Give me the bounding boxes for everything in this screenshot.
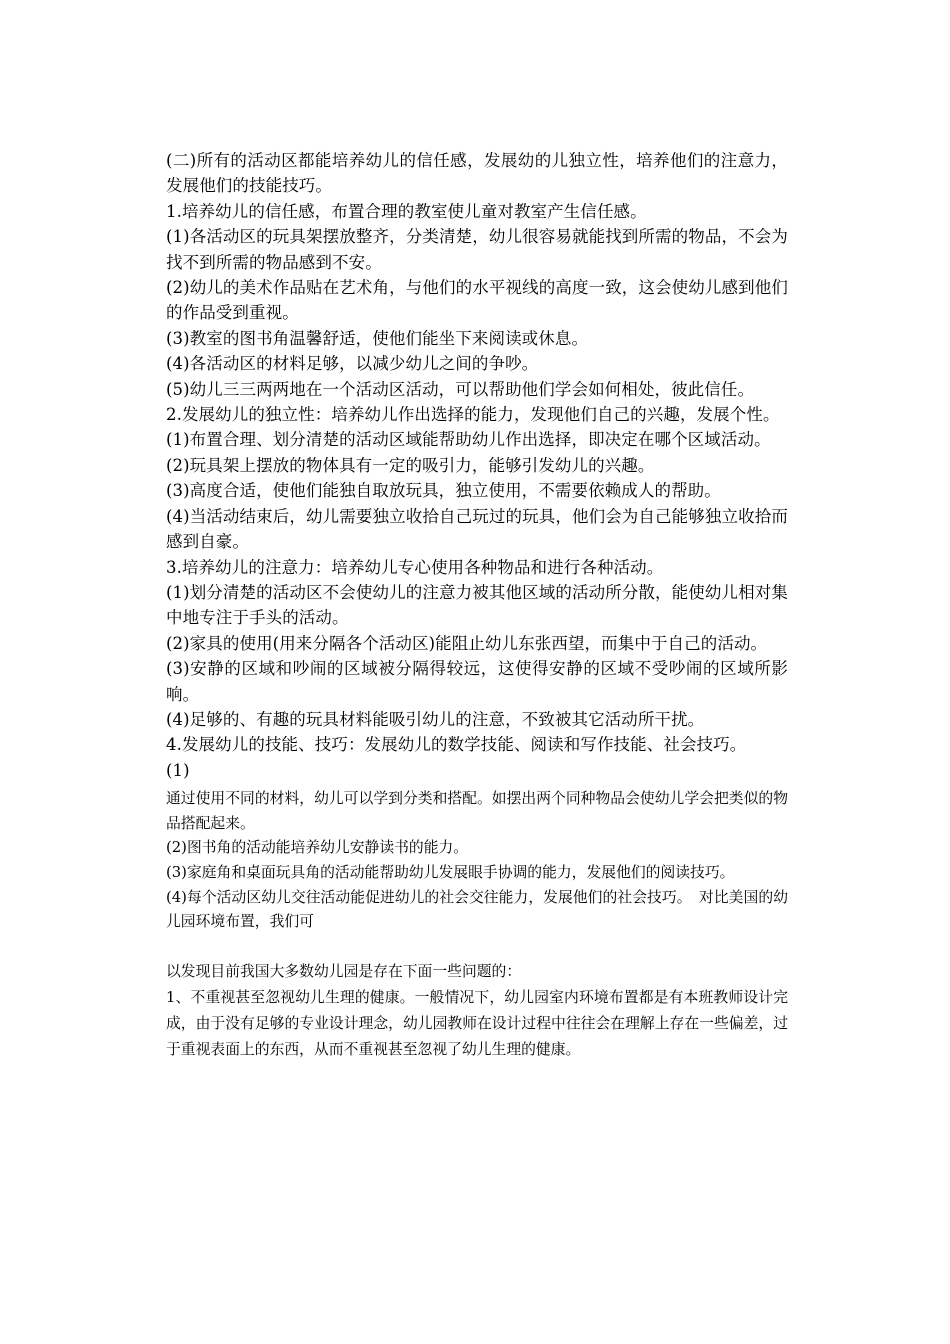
paragraph: (2)玩具架上摆放的物体具有一定的吸引力，能够引发幼儿的兴趣。 [166, 455, 655, 475]
paragraph: (4)每个活动区幼儿交往活动能促进幼儿的社会交往能力，发展他们的社会技巧。 对比美国的幼儿园环境布置，我们可 [166, 888, 788, 931]
paragraph: 3.培养幼儿的注意力：培养幼儿专心使用各种物品和进行各种活动。 [166, 557, 664, 577]
paragraph: 通过使用不同的材料，幼儿可以学到分类和搭配。如摆出两个同种物品会使幼儿学会把类似的物品搭配起来。 [166, 790, 788, 832]
paragraph: (2)幼儿的美术作品贴在艺术角，与他们的水平视线的高度一致，这会使幼儿感到他们的作品受到重视。 [166, 278, 788, 323]
paragraph: (1) [166, 760, 190, 780]
document-page [166, 148, 788, 1063]
paragraph: (3)家庭角和桌面玩具角的活动能帮助幼儿发展眼手协调的能力，发展他们的阅读技巧。 [166, 863, 735, 881]
paragraph: 4.发展幼儿的技能、技巧：发展幼儿的数学技能、阅读和写作技能、社会技巧。 [166, 735, 747, 755]
paragraph: (2)家具的使用(用来分隔各个活动区)能阻止幼儿东张西望，而集中于自己的活动。 [166, 633, 768, 653]
section-activity-areas [166, 148, 788, 783]
paragraph: (3)高度合适，使他们能独自取放玩具，独立使用，不需要依赖成人的帮助。 [166, 481, 721, 501]
paragraph: (二)所有的活动区都能培养幼儿的信任感，发展幼的儿独立性，培养他们的注意力，发展他们的技能技巧。 [166, 151, 788, 196]
paragraph: 1.培养幼儿的信任感，布置合理的教室使儿童对教室产生信任感。 [166, 201, 647, 221]
paragraph: 2.发展幼儿的独立性：培养幼儿作出选择的能力，发现他们自己的兴趣，发展个性。 [166, 405, 780, 425]
paragraph: (2)图书角的活动能培养幼儿安静读书的能力。 [166, 839, 469, 857]
paragraph: (1)布置合理、划分清楚的活动区域能帮助幼儿作出选择，即决定在哪个区域活动。 [166, 430, 771, 450]
section-problems [166, 959, 788, 1063]
paragraph: 1、不重视甚至忽视幼儿生理的健康。一般情况下，幼儿园室内环境布置都是有本班教师设计完成，由于没有足够的专业设计理念，幼儿园教师在设计过程中往往会在理解上存在一些偏差，过于重视表面上的东西，从而不重视甚至忽视了幼儿生理的健康。 [166, 988, 788, 1058]
paragraph: (3)安静的区域和吵闹的区域被分隔得较远，这使得安静的区域不受吵闹的区域所影响。 [166, 659, 788, 704]
paragraph: (1)各活动区的玩具架摆放整齐，分类清楚，幼儿很容易就能找到所需的物品，不会为找不到所需的物品感到不安。 [166, 227, 788, 272]
section-skills [166, 787, 788, 935]
paragraph-gap [166, 935, 788, 959]
paragraph: (5)幼儿三三两两地在一个活动区活动，可以帮助他们学会如何相处，彼此信任。 [166, 379, 755, 399]
paragraph: (3)教室的图书角温馨舒适，使他们能坐下来阅读或休息。 [166, 328, 589, 348]
paragraph: (4)各活动区的材料足够，以减少幼儿之间的争吵。 [166, 354, 539, 374]
paragraph: 以发现目前我国大多数幼儿园是存在下面一些问题的： [166, 962, 522, 980]
paragraph: (4)足够的、有趣的玩具材料能吸引幼儿的注意，不致被其它活动所干扰。 [166, 709, 705, 729]
paragraph: (1)划分清楚的活动区不会使幼儿的注意力被其他区域的活动所分散，能使幼儿相对集中地专注于手头的活动。 [166, 582, 788, 628]
paragraph: (4)当活动结束后，幼儿需要独立收拾自己玩过的玩具，他们会为自己能够独立收拾而感到自豪。 [166, 506, 788, 552]
